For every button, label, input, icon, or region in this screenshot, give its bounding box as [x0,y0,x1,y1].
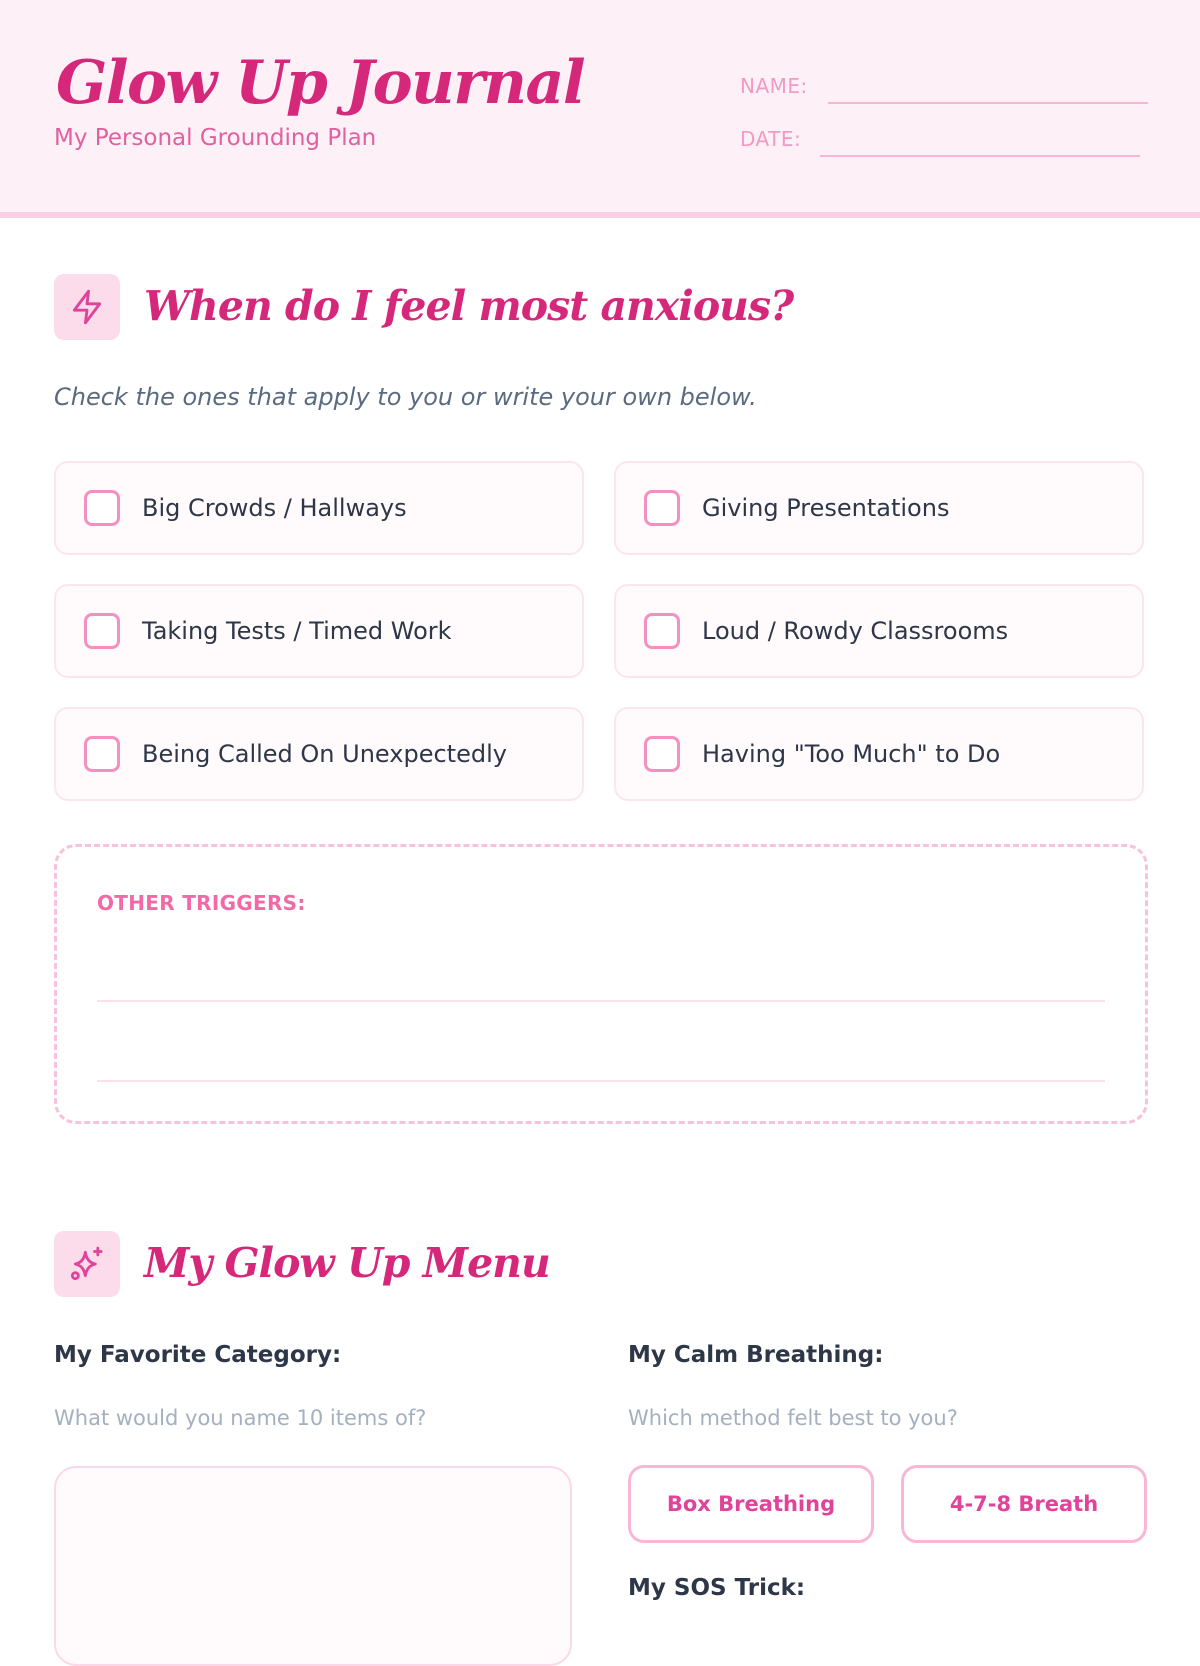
box-breathing-button[interactable]: Box Breathing [628,1465,874,1543]
favorite-category-answer-box[interactable] [54,1466,572,1666]
trigger-option[interactable] [614,584,1144,678]
trigger-option-label: Loud / Rowdy Classrooms [702,617,1009,645]
date-label: DATE: [740,127,802,151]
name-label: NAME: [740,74,808,98]
trigger-option-label: Big Crowds / Hallways [142,494,407,522]
anxiety-instruction: Check the ones that apply to you or write your own below. [54,383,757,411]
lightning-bolt-icon [54,274,120,340]
journal-header [0,0,1200,218]
anxiety-section-title: When do I feel most anxious? [144,282,794,330]
trigger-option-label: Taking Tests / Timed Work [142,617,452,645]
trigger-option[interactable] [54,461,584,555]
checkbox[interactable] [84,613,120,649]
sparkles-icon [54,1231,120,1297]
trigger-option-label: Giving Presentations [702,494,950,522]
trigger-option[interactable] [54,584,584,678]
checkbox[interactable] [84,490,120,526]
trigger-option[interactable] [54,707,584,801]
sos-trick-heading: My SOS Trick: [628,1575,806,1601]
journal-subtitle: My Personal Grounding Plan [54,125,377,151]
trigger-option-label: Being Called On Unexpectedly [142,740,507,768]
checkbox[interactable] [644,613,680,649]
other-triggers-label: OTHER TRIGGERS: [97,891,306,915]
date-input-line[interactable] [820,155,1140,157]
calm-breathing-heading: My Calm Breathing: [628,1342,884,1368]
write-line[interactable] [97,1080,1105,1082]
checkbox[interactable] [644,490,680,526]
trigger-option[interactable] [614,461,1144,555]
name-input-line[interactable] [828,102,1148,104]
other-triggers-box[interactable] [54,844,1148,1124]
calm-breathing-hint: Which method felt best to you? [628,1406,958,1430]
write-line[interactable] [97,1000,1105,1002]
favorite-category-hint: What would you name 10 items of? [54,1406,427,1430]
trigger-option[interactable] [614,707,1144,801]
checkbox[interactable] [84,736,120,772]
menu-section-title: My Glow Up Menu [144,1239,550,1287]
journal-title: Glow Up Journal [56,48,585,118]
trigger-option-label: Having "Too Much" to Do [702,740,1001,768]
four-seven-eight-breath-button[interactable]: 4-7-8 Breath [901,1465,1147,1543]
favorite-category-heading: My Favorite Category: [54,1342,342,1368]
checkbox[interactable] [644,736,680,772]
